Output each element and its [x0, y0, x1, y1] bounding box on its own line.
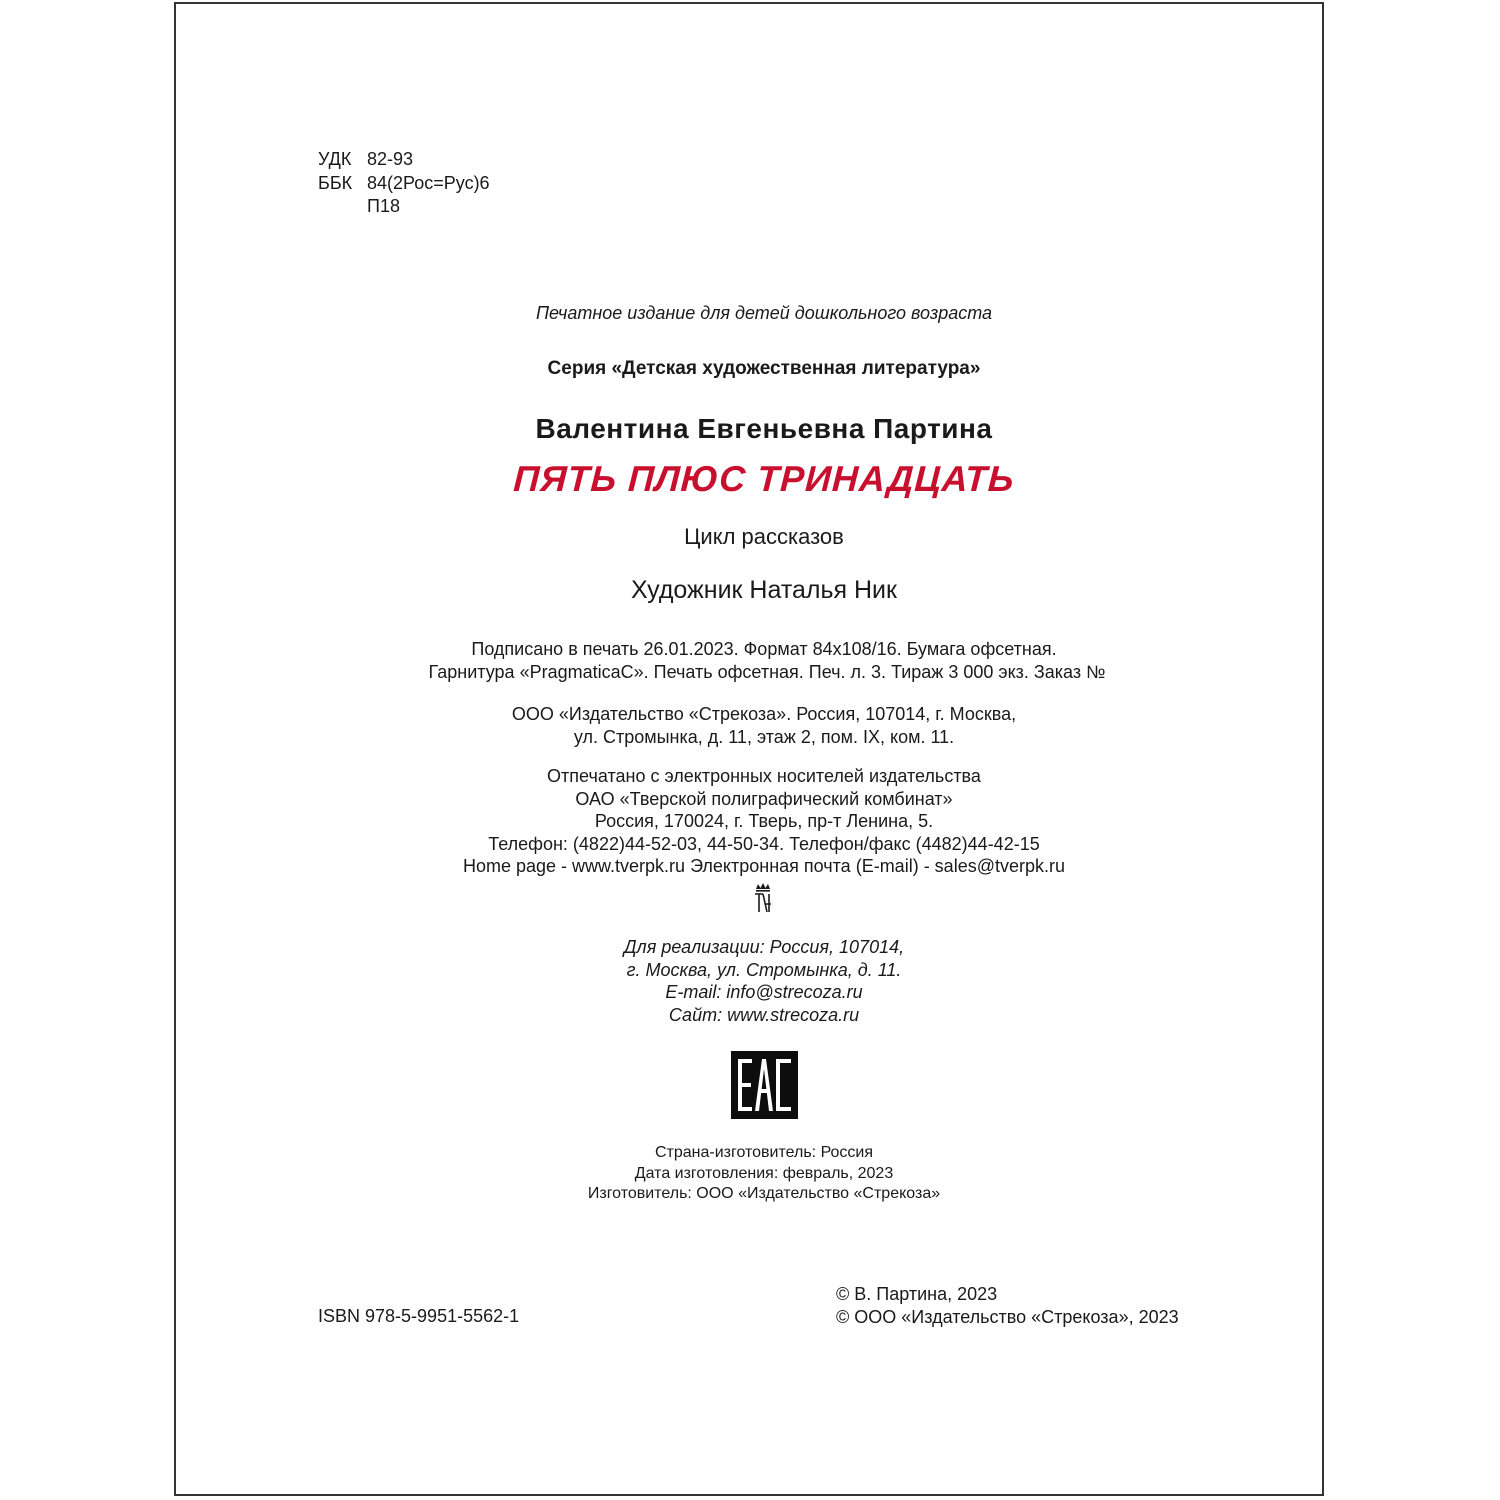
book-title: ПЯТЬ ПЛЮС ТРИНАДЦАТЬ: [512, 458, 1016, 499]
sales-info: [174, 936, 1354, 1026]
copyright-line: © ООО «Издательство «Стрекоза», 2023: [836, 1307, 1179, 1327]
udk-line: УДК 82-93: [318, 149, 414, 169]
author-name: Валентина Евгеньевна Партина: [535, 413, 993, 444]
illustrator: Художник Наталья Ник: [631, 576, 897, 604]
author-mark: П18: [367, 196, 400, 216]
print-info-line: Гарнитура «PragmaticaC». Печать офсетная. Печ. л. 3. Тираж 3 000 экз. Заказ №: [428, 661, 1106, 682]
copyright: [836, 1283, 1179, 1329]
printer-line: Россия, 170024, г. Тверь, пр-т Ленина, 5.: [594, 811, 934, 831]
printer-crown-logo-icon: [752, 882, 774, 919]
page-sheet: [174, 2, 1324, 1496]
printer-line: Телефон: (4822)44-52-03, 44-50-34. Телефон/факс (4482)44-42-15: [488, 833, 1040, 854]
printer-line: Отпечатано с электронных носителей издательства: [547, 766, 981, 786]
eac-mark-icon: [731, 1051, 798, 1124]
printer-line: Home page - www.tverpk.ru Электронная почта (E-mail) - sales@tverpk.ru: [462, 856, 1065, 876]
print-info: [174, 638, 1354, 683]
address-line: ООО «Издательство «Стрекоза». Россия, 107014, г. Москва,: [511, 704, 1017, 724]
subtitle: Цикл рассказов: [684, 524, 844, 549]
sales-line: Сайт: www.strecoza.ru: [668, 1004, 860, 1025]
sales-line: Для реализации: Россия, 107014,: [623, 937, 905, 957]
manufacturer-line: Дата изготовления: февраль, 2023: [634, 1164, 894, 1182]
manufacturer-info: [174, 1143, 1354, 1205]
print-info-line: Подписано в печать 26.01.2023. Формат 84x108/16. Бумага офсетная.: [471, 639, 1057, 659]
sales-line: E-mail: info@strecoza.ru: [665, 982, 863, 1002]
publisher-address: [174, 703, 1354, 748]
edition-note: Печатное издание для детей дошкольного возраста: [535, 303, 993, 323]
manufacturer-line: Страна-изготовитель: Россия: [654, 1144, 874, 1161]
manufacturer-line: Изготовитель: ООО «Издательство «Стрекоза»: [587, 1185, 941, 1202]
series-title: Серия «Детская художественная литература»: [547, 358, 981, 379]
isbn: ISBN 978-5-9951-5562-1: [318, 1306, 520, 1326]
printer-line: ОАО «Тверской полиграфический комбинат»: [575, 788, 953, 809]
printer-info: [174, 765, 1354, 878]
copyright-line: © В. Партина, 2023: [836, 1284, 998, 1304]
bbk-line: ББК 84(2Рос=Рус)6: [318, 173, 490, 193]
address-line: ул. Стромынка, д. 11, этаж 2, пом. IX, ком. 11.: [573, 726, 955, 747]
sales-line: г. Москва, ул. Стромынка, д. 11.: [626, 959, 902, 980]
